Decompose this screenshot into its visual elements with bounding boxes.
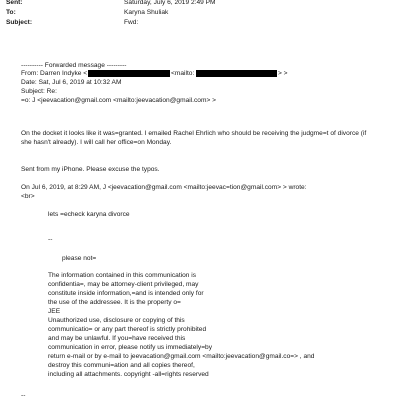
from-mailto: <mailto: xyxy=(171,70,195,77)
quote-intro: On Jul 6, 2019, at 8:29 AM, J <jeevacation@gmail.com <mailto:jeevac=tion@gmail.com> > wrote: xyxy=(21,184,307,191)
confidential-line: constitute inside information,=and is intended only for xyxy=(48,290,204,297)
redaction-block xyxy=(196,70,277,77)
forwarded-from xyxy=(21,70,87,78)
redaction-block xyxy=(88,70,170,77)
forwarded-banner: ---------- Forwarded message --------- xyxy=(21,62,127,69)
to-value: Karyna Shuliak xyxy=(124,9,169,16)
ellipsis-2: -- xyxy=(21,392,26,399)
confidential-line: return e-mail or by e-mail to jeevacation@gmail.com <mailto:jeevacation@gmail.co=> , and xyxy=(48,353,315,360)
sent-from-iphone: Sent from my iPhone. Please excuse the typos. xyxy=(21,166,160,173)
forwarded-to: =o: J <jeevacation@gmail.com <mailto:jeevacation@gmail.com> > xyxy=(21,97,216,104)
confidential-line: JEE xyxy=(48,308,61,315)
confidential-line: communicatio= or any part thereof is strictly prohibited xyxy=(48,326,207,333)
to-label: To: xyxy=(6,9,16,16)
body-para1-line2: she hasn't already). I will call her office=on Monday. xyxy=(21,139,172,146)
forwarded-date: Date: Sat, Jul 6, 2019 at 10:32 AM xyxy=(21,79,122,86)
sent-label: Sent: xyxy=(6,0,23,6)
confidential-line: communication in error, please notify us immediately=by xyxy=(48,344,213,351)
confidential-line: confidentia=, may be attorney-client privileged, may xyxy=(48,281,199,288)
body-para1-line1: On the docket it looks like it was=granted. I emailed Rachel Ehrlich who should be receiving the judgme=t of divorce (if xyxy=(21,130,367,137)
please-not: please not= xyxy=(62,255,97,262)
confidential-line: The information contained in this communication is xyxy=(48,272,197,279)
confidential-line: and may be unlawful. If you=have received this xyxy=(48,335,186,342)
subject-label: Subject: xyxy=(6,19,33,26)
subject-value: Fwd: xyxy=(124,19,139,26)
recheck-line: lets =echeck karyna divorce xyxy=(48,211,130,218)
ellipsis-1: -- xyxy=(48,236,53,243)
forwarded-subject: Subject: Re: xyxy=(21,88,57,95)
from-prefix: From: Darren Indyke < xyxy=(21,70,88,77)
quote-br: <br> xyxy=(21,193,35,200)
from-suffix: > > xyxy=(278,70,288,77)
confidential-line: the use of the addressee. It is the property o= xyxy=(48,299,181,306)
sent-value: Saturday, July 6, 2019 2:49 PM xyxy=(124,0,216,6)
confidential-line: destroy this communi=ation and all copies thereof, xyxy=(48,362,195,369)
confidential-line: Unauthorized use, disclosure or copying of this xyxy=(48,317,185,324)
confidential-line: including all attachments. copyright -all=rights reserved xyxy=(48,371,209,378)
